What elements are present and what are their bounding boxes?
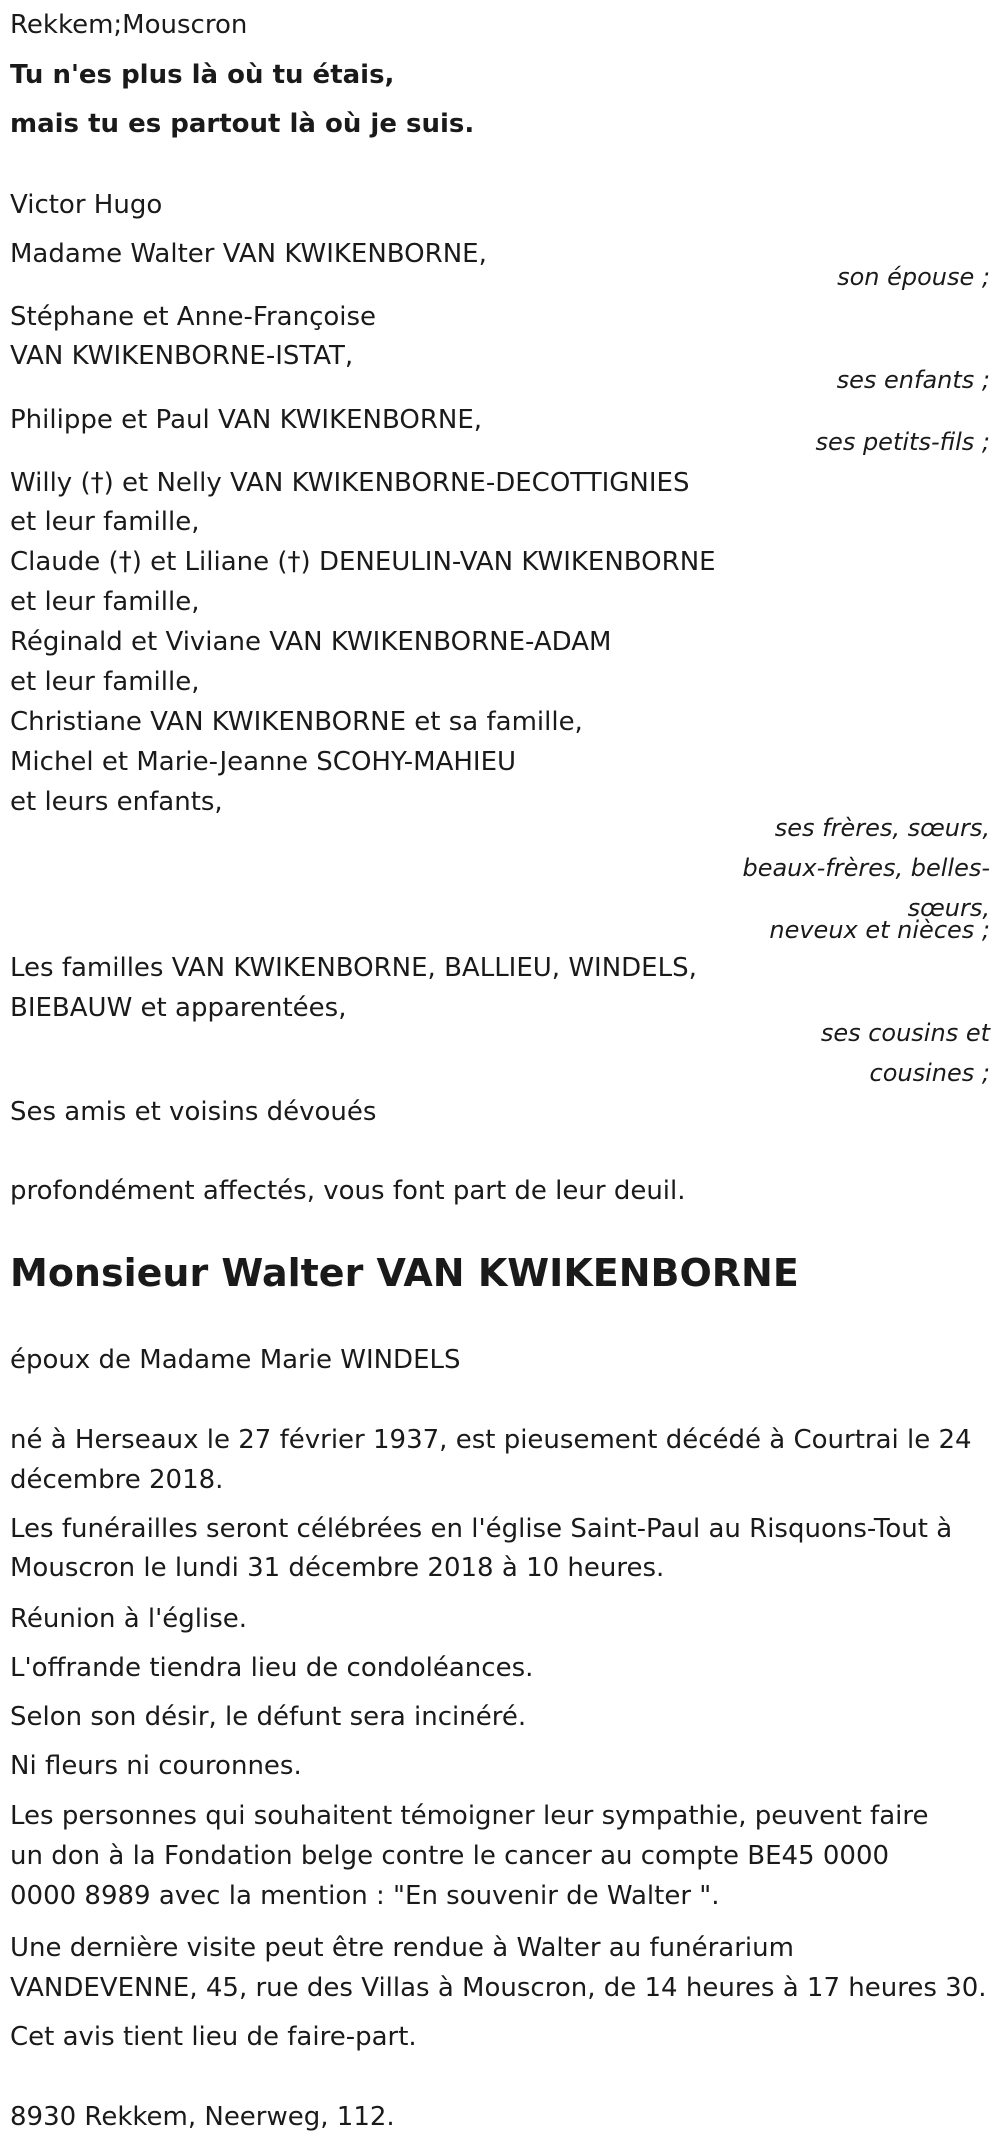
- quote-line-2: mais tu es partout là où je suis.: [10, 109, 475, 139]
- birth-death-line-2: décembre 2018.: [10, 1465, 224, 1495]
- children-line-1: Stéphane et Anne-Françoise: [10, 302, 377, 332]
- meeting: Réunion à l'église.: [10, 1604, 248, 1634]
- announcement: profondément affectés, vous font part de leur deuil.: [10, 1176, 686, 1206]
- siblings-relation-line: neveux et nièces ;: [769, 916, 990, 944]
- funeral-line-2: Mouscron le lundi 31 décembre 2018 à 10 heures.: [10, 1553, 665, 1583]
- deceased-name: Monsieur Walter VAN KWIKENBORNE: [10, 1251, 799, 1295]
- cousins-relation-line-1: ses cousins et: [820, 1019, 990, 1047]
- sibling-line: Christiane VAN KWIKENBORNE et sa famille,: [10, 707, 583, 737]
- cousins-line-2: BIEBAUW et apparentées,: [10, 993, 347, 1023]
- notice: Cet avis tient lieu de faire-part.: [10, 2022, 417, 2052]
- donation-line-3: 0000 8989 avec la mention : "En souvenir de Walter ".: [10, 1881, 720, 1911]
- no-flowers: Ni fleurs ni couronnes.: [10, 1751, 302, 1781]
- siblings-relation-line: beaux-frères, belles-: [742, 854, 990, 882]
- sibling-line: et leur famille,: [10, 507, 200, 537]
- sibling-line: et leurs enfants,: [10, 787, 223, 817]
- children-relation: ses enfants ;: [836, 366, 990, 394]
- children-line-2: VAN KWIKENBORNE-ISTAT,: [10, 341, 354, 371]
- address: 8930 Rekkem, Neerweg, 112.: [10, 2102, 395, 2132]
- donation-line-1: Les personnes qui souhaitent témoigner leur sympathie, peuvent faire: [10, 1801, 929, 1831]
- siblings-relation-line: sœurs,: [907, 894, 990, 922]
- sibling-line: et leur famille,: [10, 667, 200, 697]
- sibling-line: Réginald et Viviane VAN KWIKENBORNE-ADAM: [10, 627, 612, 657]
- grandchildren-name: Philippe et Paul VAN KWIKENBORNE,: [10, 405, 483, 435]
- offering: L'offrande tiendra lieu de condoléances.: [10, 1653, 534, 1683]
- cremation: Selon son désir, le défunt sera incinéré.: [10, 1702, 527, 1732]
- sibling-line: et leur famille,: [10, 587, 200, 617]
- grandchildren-relation: ses petits-fils ;: [815, 428, 990, 456]
- visit-line-2: VANDEVENNE, 45, rue des Villas à Mouscron, de 14 heures à 17 heures 30.: [10, 1973, 987, 2003]
- quote-line-1: Tu n'es plus là où tu étais,: [10, 60, 395, 90]
- quote-author: Victor Hugo: [10, 190, 163, 220]
- funeral-line-1: Les funérailles seront célébrées en l'église Saint-Paul au Risquons-Tout à: [10, 1514, 953, 1544]
- siblings-relation-line: ses frères, sœurs,: [774, 814, 990, 842]
- cousins-line-1: Les familles VAN KWIKENBORNE, BALLIEU, WINDELS,: [10, 953, 697, 983]
- friends: Ses amis et voisins dévoués: [10, 1097, 377, 1127]
- sibling-line: Willy (†) et Nelly VAN KWIKENBORNE-DECOTTIGNIES: [10, 468, 690, 498]
- sibling-line: Michel et Marie-Jeanne SCOHY-MAHIEU: [10, 747, 517, 777]
- donation-line-2: un don à la Fondation belge contre le cancer au compte BE45 0000: [10, 1841, 890, 1871]
- cousins-relation-line-2: cousines ;: [869, 1059, 990, 1087]
- location: Rekkem;Mouscron: [10, 10, 248, 40]
- deceased-spouse: époux de Madame Marie WINDELS: [10, 1345, 461, 1375]
- birth-death-line-1: né à Herseaux le 27 février 1937, est pieusement décédé à Courtrai le 24: [10, 1425, 972, 1455]
- spouse-name: Madame Walter VAN KWIKENBORNE,: [10, 239, 487, 269]
- spouse-relation: son épouse ;: [837, 263, 990, 291]
- sibling-line: Claude (†) et Liliane (†) DENEULIN-VAN KWIKENBORNE: [10, 547, 716, 577]
- visit-line-1: Une dernière visite peut être rendue à Walter au funérarium: [10, 1933, 794, 1963]
